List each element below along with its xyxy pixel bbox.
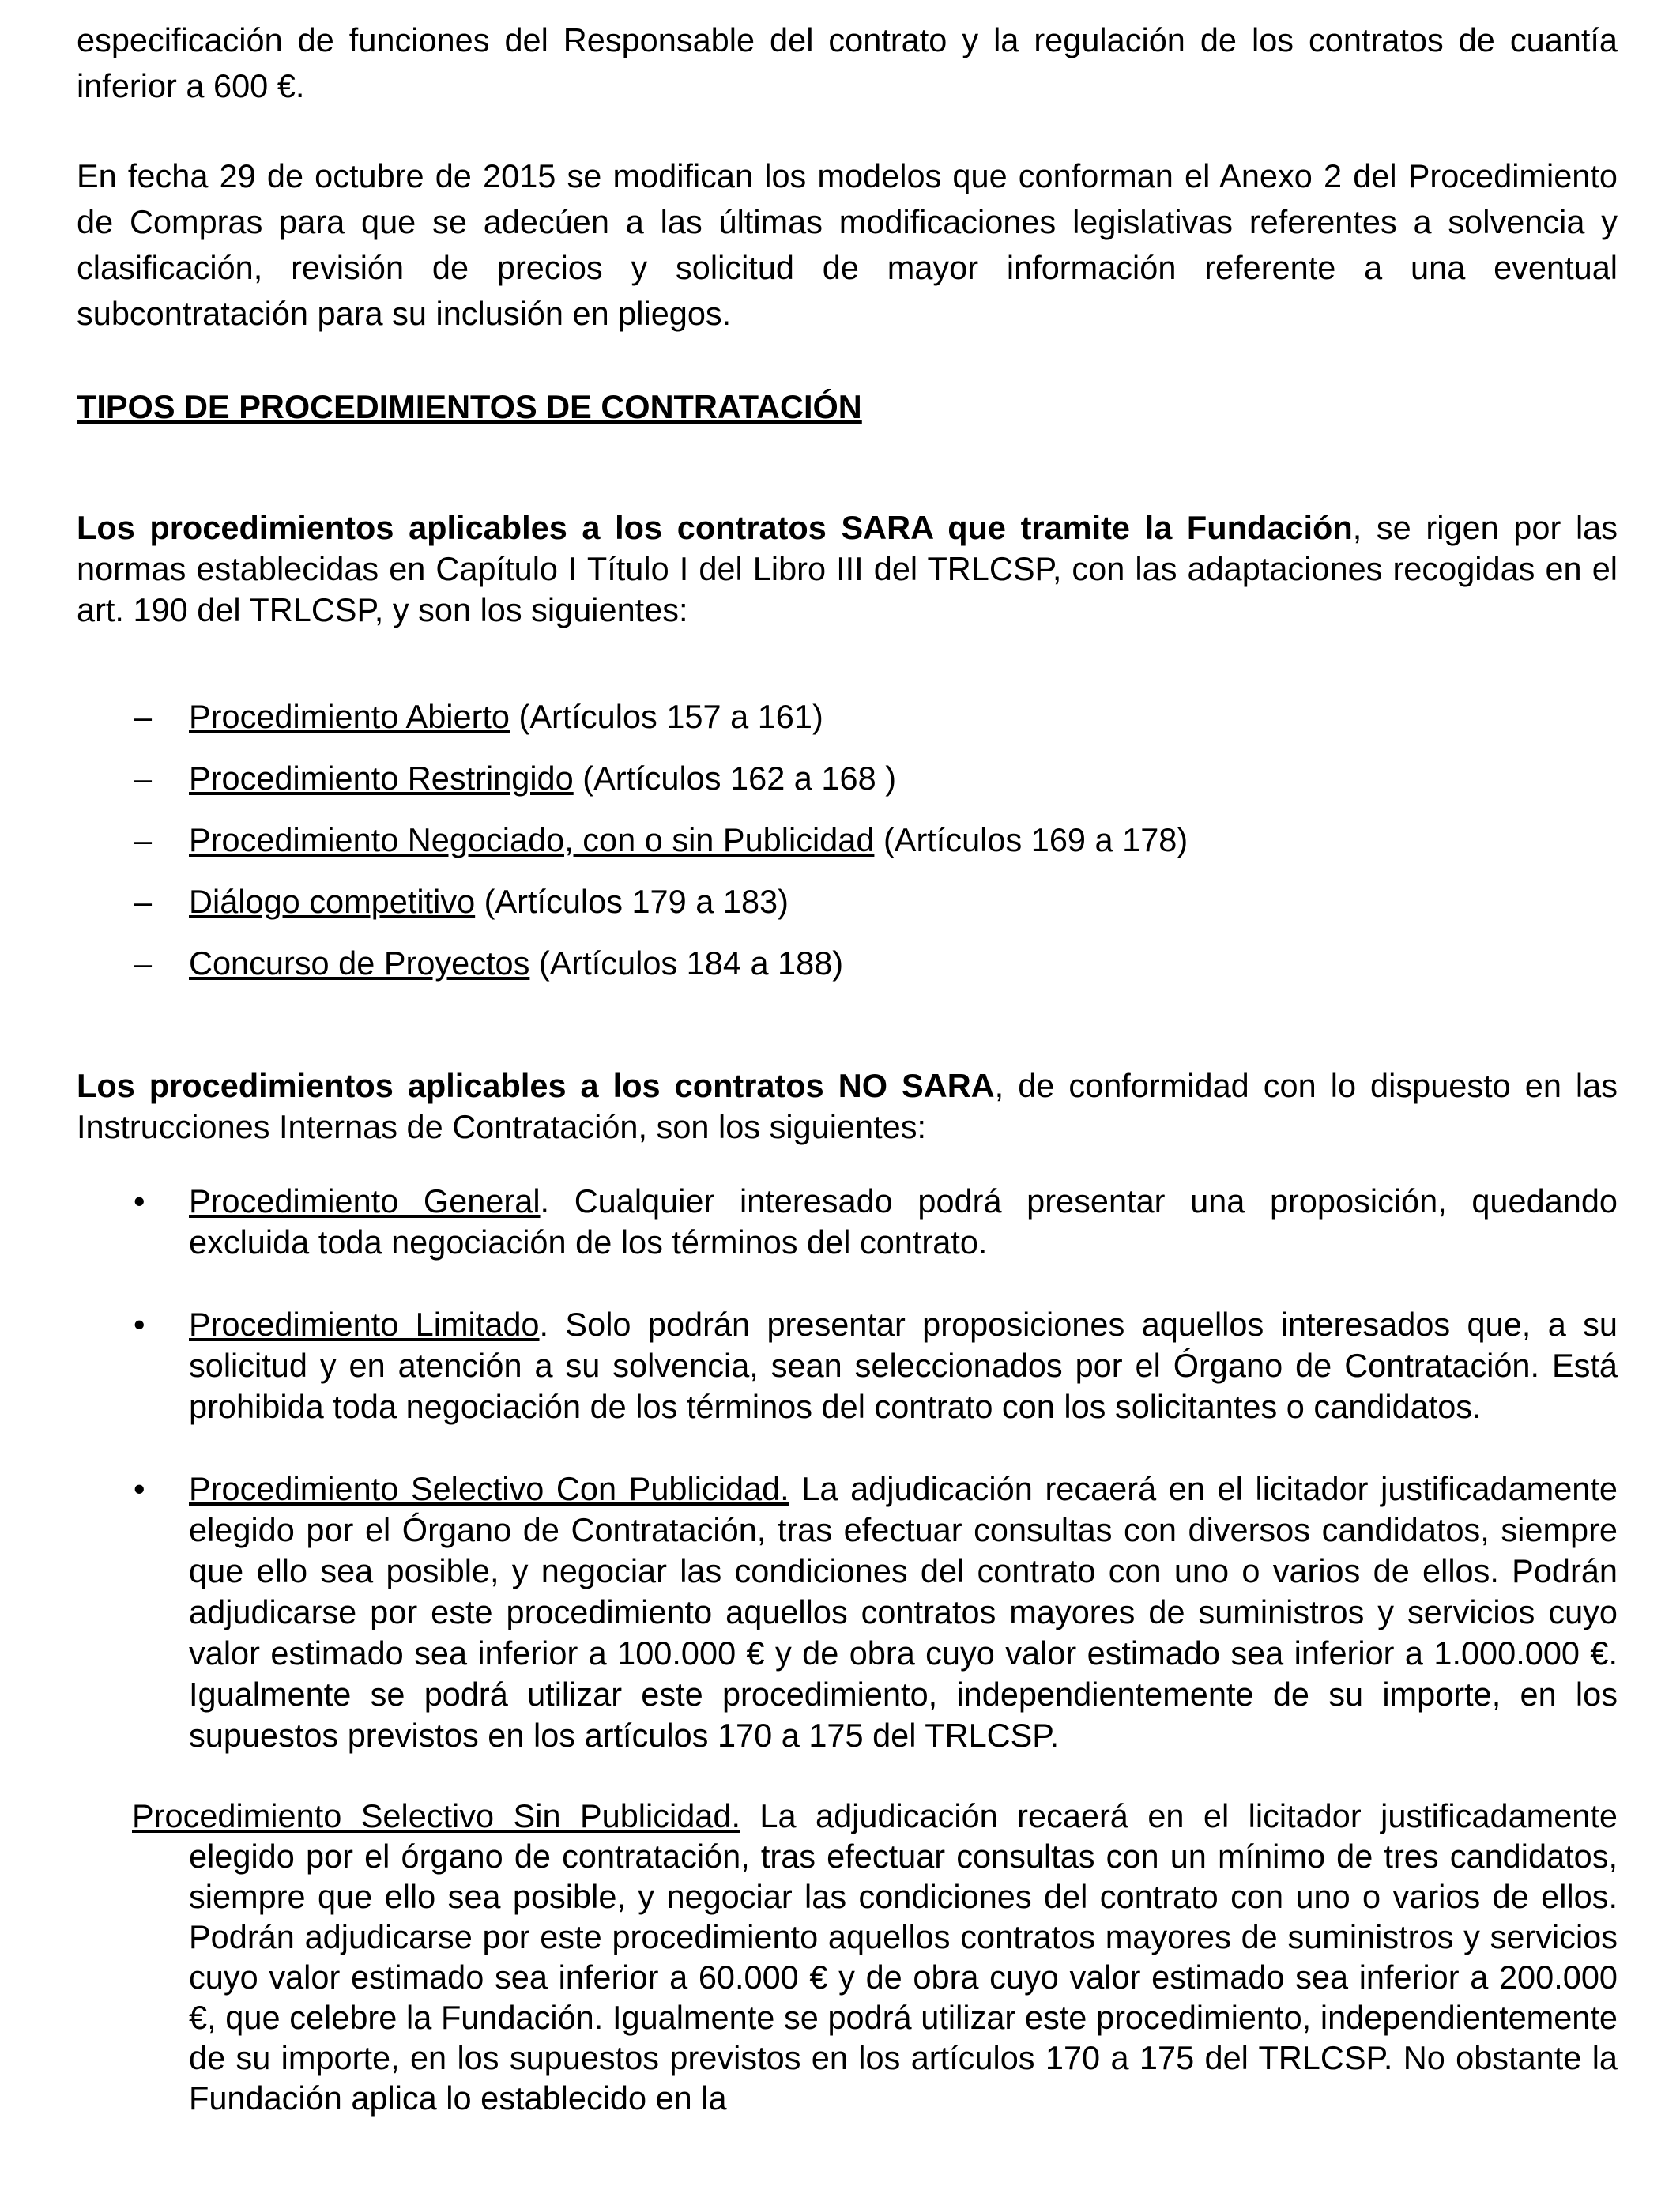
procedure-name: Diálogo competitivo (189, 883, 476, 920)
list-item (77, 1468, 1618, 1756)
dash-marker: – (134, 821, 153, 858)
document-page (77, 17, 1618, 2118)
procedure-description: La adjudicación recaerá en el licitador justificadamente elegido por el Órgano de Contratación, tras efectuar consultas con diversos candidatos, siempre que ello sea posible, y negociar las condiciones del contrato con uno o varios de ellos. Podrán adjudicarse por este procedimiento aquellos contratos mayores de suministros y servicios cuyo valor estimado sea inferior a 100.000 € y de obra cuyo valor estimado sea inferior a 1.000.000 €. Igualmente se podrá utilizar este procedimiento, independientemente de su importe, en los supuestos previstos en los artículos 170 a 175 del TRLCSP. (189, 1470, 1618, 1754)
sara-procedures-list (77, 686, 1618, 994)
procedure-articles: (Artículos 169 a 178) (874, 821, 1188, 858)
nosara-intro-bold: Los procedimientos aplicables a los contratos NO SARA (77, 1067, 995, 1104)
nosara-intro-paragraph (77, 1065, 1618, 1148)
list-item (77, 1304, 1618, 1427)
sara-intro-rest: , se rigen por las normas establecidas en Capítulo I Título I del Libro III del TRLCSP, con las adaptaciones recogidas en el art. 190 del TRLCSP, y son los siguientes: (77, 509, 1618, 628)
procedure-description: . Cualquier interesado podrá presentar una proposición, quedando excluida toda negociación de los términos del contrato. (189, 1182, 1618, 1261)
list-item (77, 748, 1618, 809)
procedure-articles: (Artículos 162 a 168 ) (573, 760, 897, 797)
nosara-procedures-list (77, 1181, 1618, 1756)
list-item (77, 686, 1618, 748)
procedure-selective-no-publicity (77, 1796, 1618, 2118)
procedure-name: Procedimiento Selectivo Sin Publicidad. (132, 1797, 740, 1834)
list-item (77, 1181, 1618, 1263)
sara-intro-bold: Los procedimientos aplicables a los contratos SARA que tramite la Fundación (77, 509, 1353, 546)
procedure-name: Procedimiento Limitado (189, 1306, 540, 1343)
procedure-articles: (Artículos 179 a 183) (475, 883, 789, 920)
list-item (77, 809, 1618, 871)
bullet-marker: • (134, 1470, 145, 1507)
procedure-name: Procedimiento Negociado, con o sin Publicidad (189, 821, 875, 858)
procedure-description: . Solo podrán presentar proposiciones aquellos interesados que, a su solicitud y en atención a su solvencia, sean seleccionados por el Órgano de Contratación. Está prohibida toda negociación de los términos del contrato con los solicitantes o candidatos. (189, 1306, 1618, 1425)
dash-marker: – (134, 760, 153, 797)
procedure-name: Procedimiento Selectivo Con Publicidad. (189, 1470, 789, 1507)
list-item (77, 933, 1618, 994)
procedure-name: Procedimiento Restringido (189, 760, 574, 797)
procedure-articles: (Artículos 157 a 161) (510, 698, 823, 735)
dash-marker: – (134, 883, 153, 920)
procedure-name: Procedimiento General (189, 1182, 541, 1220)
procedure-description: La adjudicación recaerá en el licitador justificadamente elegido por el órgano de contratación, tras efectuar consultas con un mínimo de tres candidatos, siempre que ello sea posible, y negociar las condiciones del contrato con uno o varios de ellos. Podrán adjudicarse por este procedimiento aquellos contratos mayores de suministros y servicios cuyo valor estimado sea inferior a 60.000 € y de obra cuyo valor estimado sea inferior a 200.000 €, que celebre la Fundación. Igualmente se podrá utilizar este procedimiento, independientemente de su importe, en los supuestos previstos en los artículos 170 a 175 del TRLCSP. No obstante la Fundación aplica lo establecido en la (189, 1797, 1618, 2117)
dash-marker: – (134, 698, 153, 735)
bullet-marker: • (134, 1306, 145, 1343)
intro-paragraph-1: especificación de funciones del Responsable del contrato y la regulación de los contratos de cuantía inferior a 600 €. (77, 21, 1618, 104)
sara-intro-paragraph (77, 507, 1618, 631)
procedure-name: Concurso de Proyectos (189, 944, 530, 982)
procedure-name: Procedimiento Abierto (189, 698, 510, 735)
section-heading: TIPOS DE PROCEDIMIENTOS DE CONTRATACIÓN (77, 388, 862, 425)
procedure-articles: (Artículos 184 a 188) (529, 944, 844, 982)
list-item (77, 871, 1618, 933)
dash-marker: – (134, 944, 153, 982)
intro-paragraph-2: En fecha 29 de octubre de 2015 se modifican los modelos que conforman el Anexo 2 del Procedimiento de Compras para que se adecúen a las últimas modificaciones legislativas referentes a solvencia y clasificación, revisión de precios y solicitud de mayor información referente a una eventual subcontratación para su inclusión en pliegos. (77, 157, 1618, 332)
bullet-marker: • (134, 1182, 145, 1220)
nosara-intro-rest: , de conformidad con lo dispuesto en las Instrucciones Internas de Contratación, son los siguientes: (77, 1067, 1618, 1145)
